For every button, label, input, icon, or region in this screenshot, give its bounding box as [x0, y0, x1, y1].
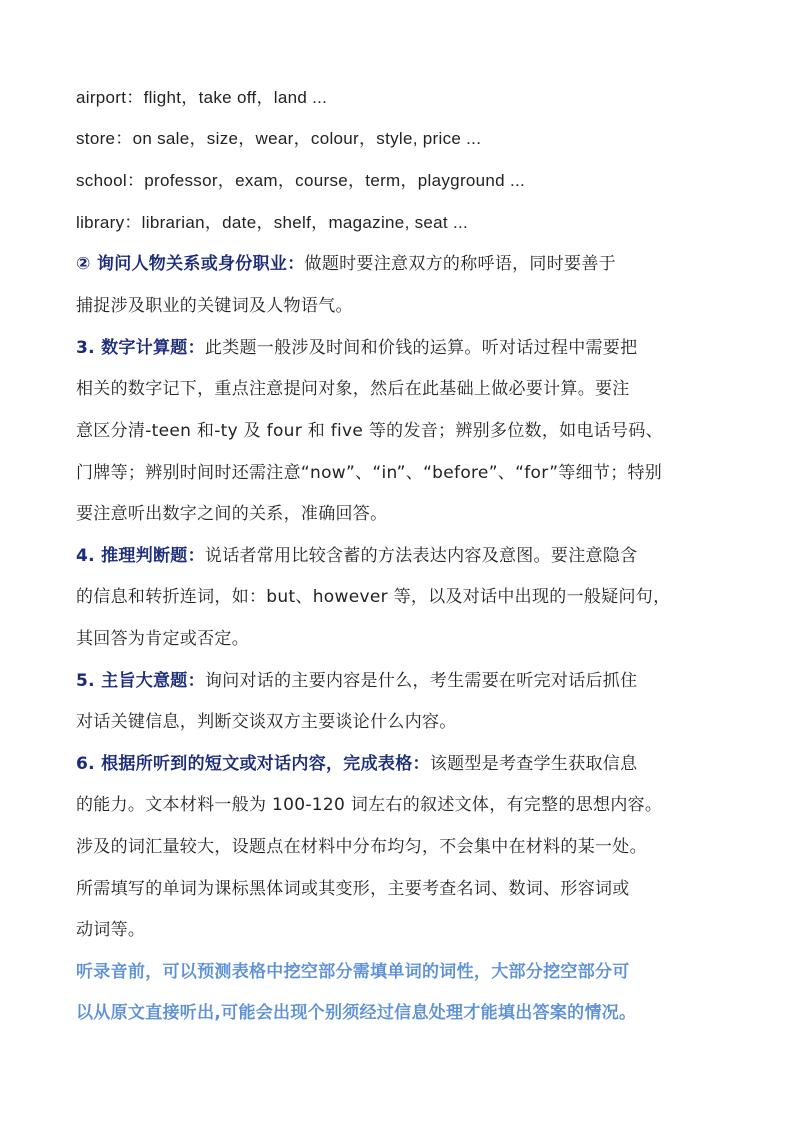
item6-heading: 6. 根据所听到的短文或对话内容，完成表格： [76, 754, 430, 774]
item3-line1 [76, 336, 726, 360]
item4-text3: 其回答为肯定或否定。 [76, 629, 249, 649]
item4-line1 [76, 544, 726, 568]
item4-heading: 4. 推理判断题： [76, 546, 205, 566]
example-airport: airport：flight，take off，land ... [76, 88, 328, 107]
item4-text2: 的信息和转折连词，如：but、however 等，以及对话中出现的一般疑问句， [76, 587, 671, 607]
item6-text3: 涉及的词汇量较大，设题点在材料中分布均匀，不会集中在材料的某一处。 [76, 837, 647, 857]
item6-text1: 该题型是考查学生获取信息 [429, 754, 638, 774]
item6-text5: 动词等。 [76, 920, 146, 940]
item3-text4: 门牌等；辨别时间时还需注意“now”、“in”、“before”、“for”等细节；特别 [76, 463, 663, 483]
item6-text4: 所需填写的单词为课标黑体词或其变形，主要考查名词、数词、形容词或 [76, 879, 630, 899]
tip-line2: 以从原文直接听出,可能会出现个别须经过信息处理才能填出答案的情况。 [76, 1003, 637, 1023]
example-library: library：librarian，date，shelf，magazine, seat ... [76, 213, 469, 232]
item2-text1: 做题时要注意双方的称呼语，同时要善于 [304, 254, 616, 274]
item5-line1 [76, 669, 726, 693]
item4-text1: 说话者常用比较含蓄的方法表达内容及意图。要注意隐含 [204, 546, 638, 566]
item2-heading: ② 询问人物关系或身份职业： [76, 254, 305, 274]
item3-text1: 此类题一般涉及时间和价钱的运算。听对话过程中需要把 [204, 338, 638, 358]
item5-text2: 对话关键信息，判断交谈双方主要谈论什么内容。 [76, 712, 457, 732]
item2-line1 [76, 252, 726, 276]
item2-text2: 捕捉涉及职业的关键词及人物语气。 [76, 296, 353, 316]
item5-heading: 5. 主旨大意题： [76, 671, 205, 691]
item6-text2: 的能力。文本材料一般为 100-120 词左右的叙述文体，有完整的思想内容。 [76, 795, 663, 815]
item6-line1 [76, 752, 726, 776]
example-store: store：on sale，size，wear，colour，style, price ... [76, 129, 482, 148]
example-school: school：professor，exam，course，term，playground ... [76, 171, 526, 190]
item3-text5: 要注意听出数字之间的关系，准确回答。 [76, 504, 388, 524]
item3-text3: 意区分清-teen 和-ty 及 four 和 five 等的发音；辨别多位数，如电话号码、 [76, 421, 663, 441]
item5-text1: 询问对话的主要内容是什么，考生需要在听完对话后抓住 [204, 671, 638, 691]
item3-text2: 相关的数字记下，重点注意提问对象，然后在此基础上做必要计算。要注 [76, 379, 630, 399]
tip-line1: 听录音前，可以预测表格中挖空部分需填单词的词性，大部分挖空部分可 [76, 962, 630, 982]
item3-heading: 3. 数字计算题： [76, 338, 205, 358]
